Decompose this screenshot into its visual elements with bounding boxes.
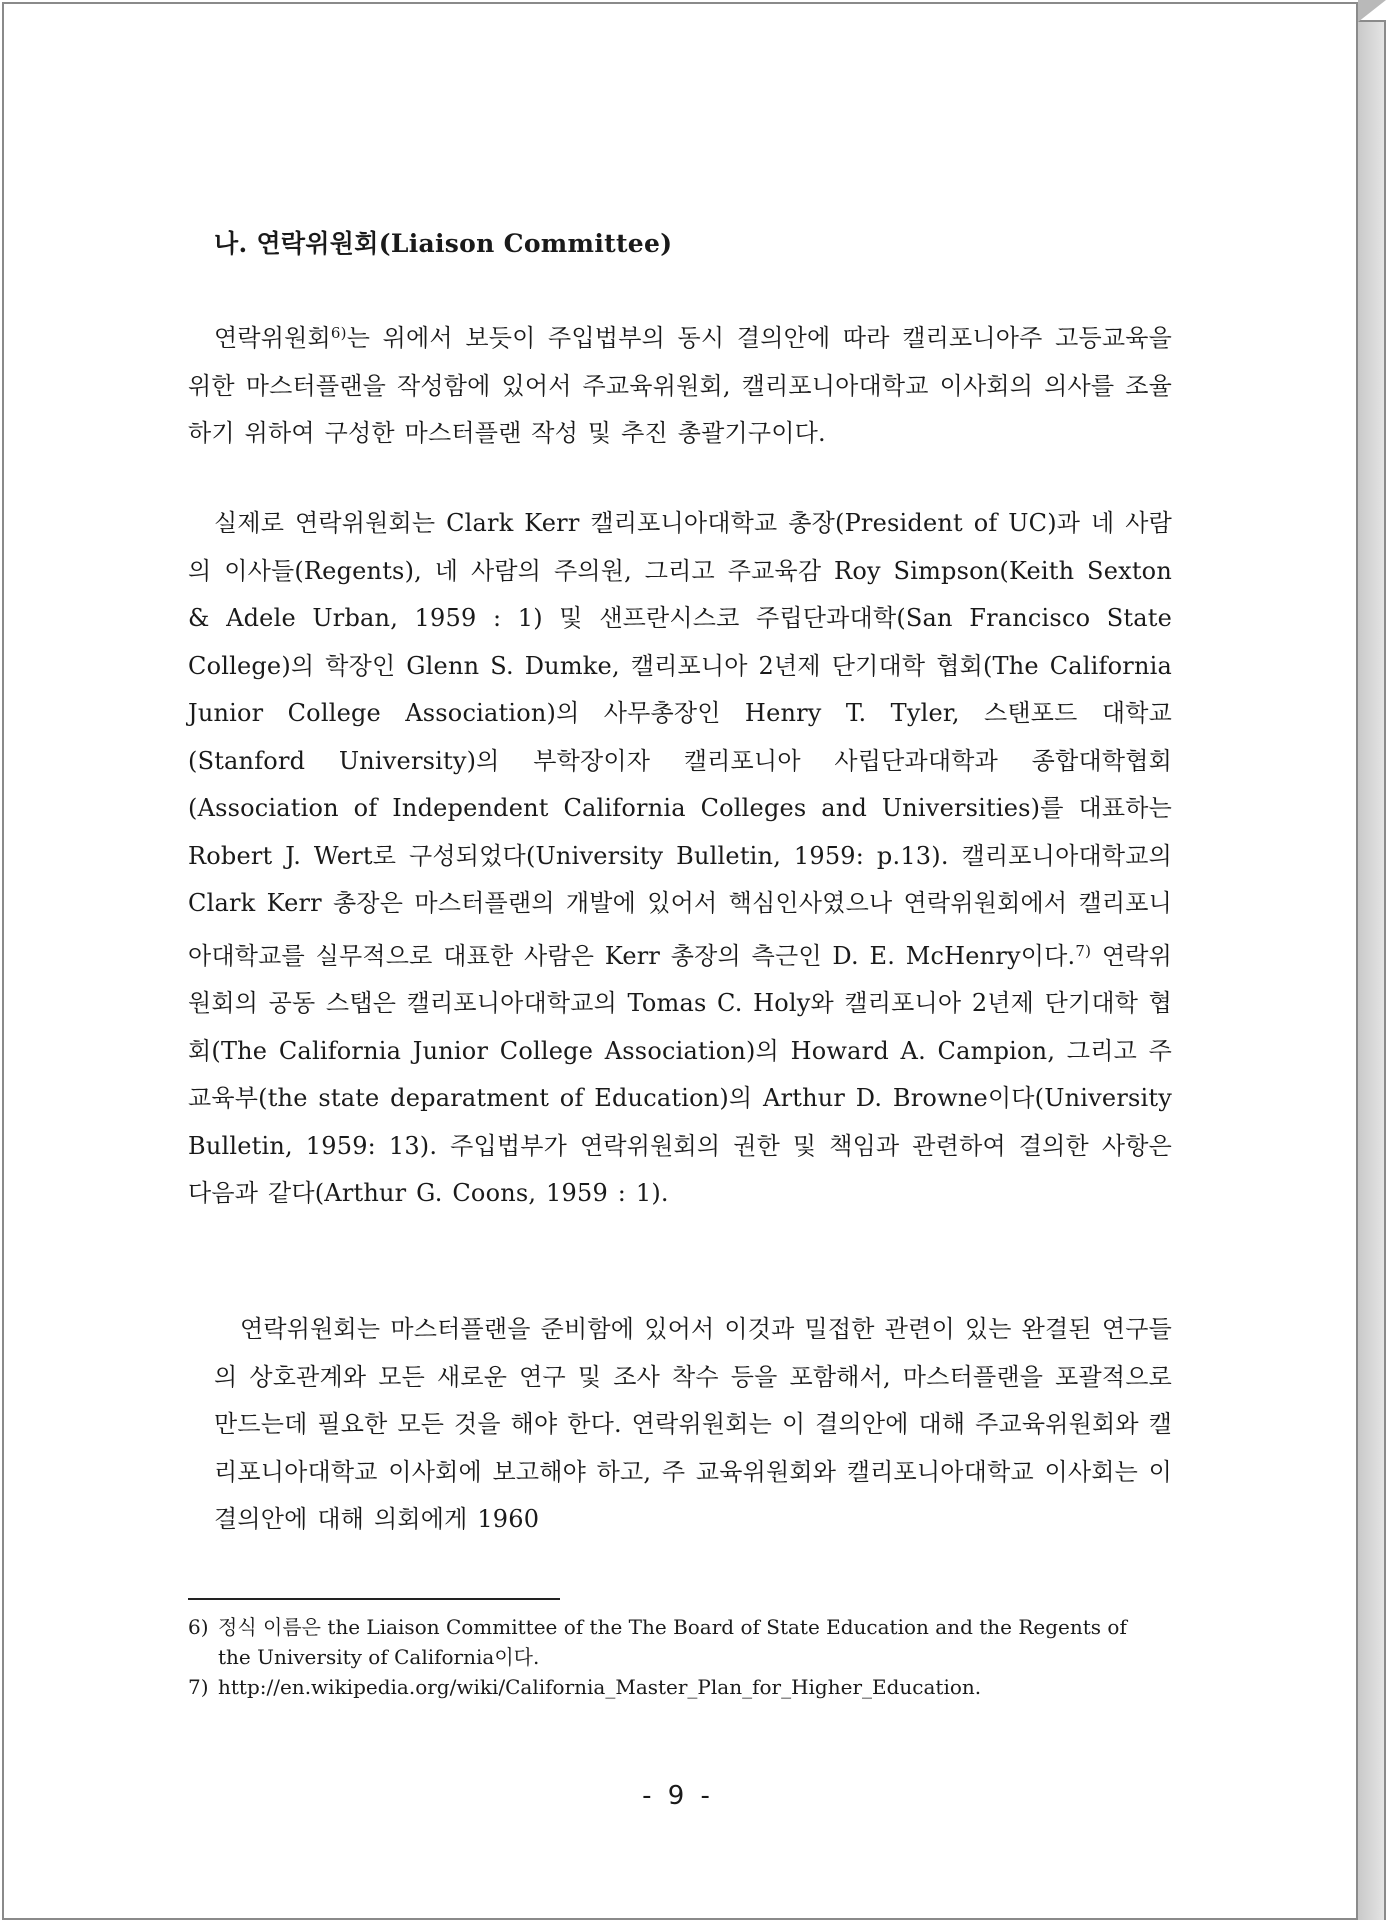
page-edge-shadow xyxy=(1358,20,1386,1920)
paragraph-intro-lead: 연락위원회 xyxy=(214,324,331,352)
page-number: - 9 - xyxy=(642,1781,714,1811)
paragraph-members xyxy=(188,500,1172,1218)
footnotes xyxy=(188,1612,1172,1702)
footnote-6 xyxy=(188,1612,1172,1642)
footnote-link[interactable]: http://en.wikipedia.org/wiki/California_Master_Plan_for_Higher_Education. xyxy=(218,1675,982,1699)
footnote-number: 6) xyxy=(188,1615,209,1639)
section-heading: 나. 연락위원회(Liaison Committee) xyxy=(214,229,673,258)
page-fold-corner xyxy=(1358,0,1386,22)
paragraph-members-text: 연락위원회의 공동 스탭은 캘리포니아대학교의 Tomas C. Holy와 캘리포니아 2년제 단기대학 협회(The California Junior College Association)의 Howard A. Campion, 그리고 주교육부(the state deparatment of Education)의 Arthur D. Browne이다(University Bulletin, 1959: 13). 주입법부가 연락위원회의 권한 및 책임과 관련하여 결의한 사항은 다음과 같다(Arthur G. Coons, 1959 : 1). xyxy=(188,941,1172,1207)
footnote-6-continuation: the University of California이다. xyxy=(218,1645,540,1669)
footnote-divider xyxy=(188,1598,560,1600)
paragraph-intro-text: 는 위에서 보듯이 주입법부의 동시 결의안에 따라 캘리포니아주 고등교육을 위한 마스터플랜을 작성함에 있어서 주교육위원회, 캘리포니아대학교 이사회의 의사를 조율하기 위하여 구성한 마스터플랜 작성 및 추진 총괄기구이다. xyxy=(188,324,1172,447)
paragraph-members-lead: 실제로 연락위원회는 Clark Kerr 캘리포니아대학교 총장(President of UC)과 네 사람의 이사들(Regents), 네 사람의 주의원, 그리고 주교육감 Roy Simpson(Keith Sexton & Adele Urban, 1959 : 1) 및 샌프란시스코 주립단과대학(San Francisco State College)의 학장인 Glenn S. Dumke, 캘리포니아 2년제 단기대학 협회(The California Junior College Association)의 사무총장인 Henry T. Tyler, 스탠포드 대학교(Stanford University)의 부학장이자 캘리포니아 사립단과대학과 종합대학협회(Association of Independent California Colleges and Universities)를 대표하는 Robert J. Wert로 구성되었다(University Bulletin, 1959: p.13). 캘리포니아대학교의 Clark Kerr 총장은 마스터플랜의 개발에 있어서 핵심인사였으나 연락위원회에서 캘리포니아대학교를 실무적으로 대표한 사람은 Kerr 총장의 측근인 D. E. McHenry이다. xyxy=(188,509,1172,970)
footnote-number: 7) xyxy=(188,1675,209,1699)
footnote-7 xyxy=(188,1672,1172,1702)
paragraph-intro xyxy=(188,310,1172,458)
footnote-ref-7[interactable]: 7) xyxy=(1075,941,1092,960)
paragraph-resolution: 연락위원회는 마스터플랜을 준비함에 있어서 이것과 밀접한 관련이 있는 완결된 연구들의 상호관계와 모든 새로운 연구 및 조사 착수 등을 포함해서, 마스터플랜을 포괄적으로 만드는데 필요한 모든 것을 해야 한다. 연락위원회는 이 결의안에 대해 주교육위원회와 캘리포니아대학교 이사회에 보고해야 하고, 주 교육위원회와 캘리포니아대학교 이사회는 이 결의안에 대해 의회에게 1960 xyxy=(214,1315,1172,1533)
footnote-ref-6[interactable]: 6) xyxy=(330,324,347,342)
footnote-text: 정식 이름은 the Liaison Committee of the The Board of State Education and the Regents of xyxy=(218,1615,1127,1639)
